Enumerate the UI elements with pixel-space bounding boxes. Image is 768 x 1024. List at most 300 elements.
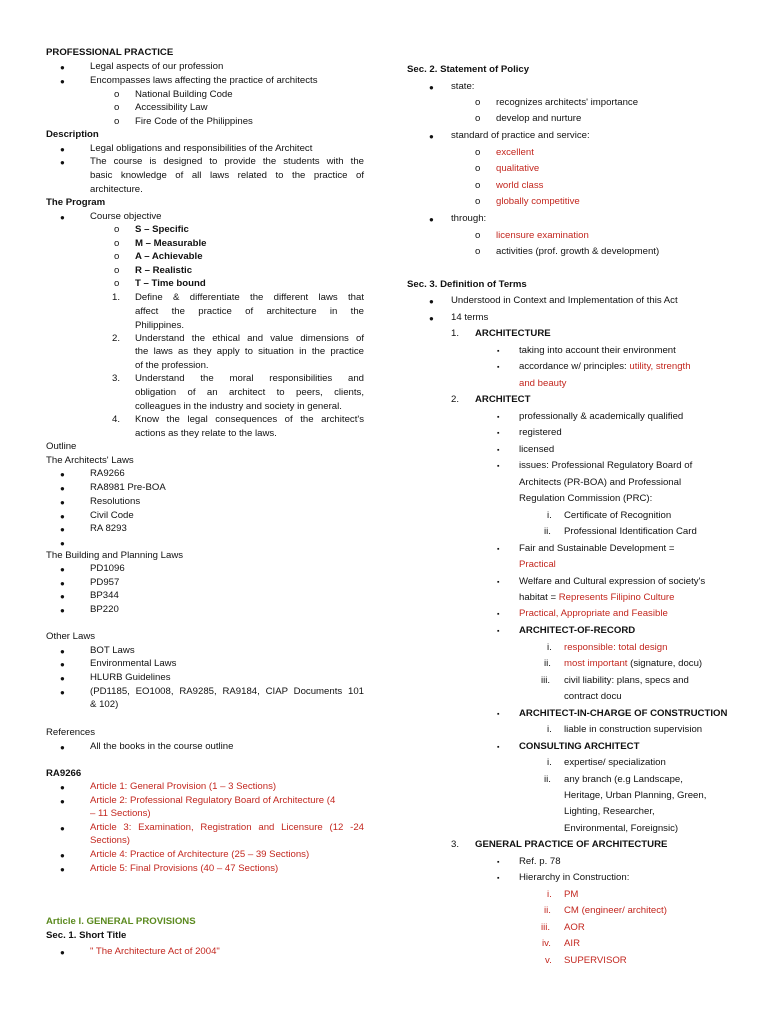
list-marker: ● bbox=[60, 660, 65, 669]
text-line bbox=[90, 75, 318, 87]
text-segment: architecture. bbox=[90, 184, 143, 195]
list-marker: o bbox=[475, 246, 481, 257]
text-segment: AOR bbox=[564, 922, 585, 933]
text-line bbox=[46, 727, 95, 739]
list-marker: v. bbox=[545, 955, 552, 966]
text-segment: through: bbox=[451, 213, 487, 224]
text-segment: Environmental Laws bbox=[90, 658, 177, 669]
text-line bbox=[564, 675, 689, 687]
text-line bbox=[135, 116, 253, 128]
list-marker: ● bbox=[60, 783, 65, 792]
list-marker: ▪ bbox=[497, 430, 500, 437]
text-segment: Encompasses laws affecting the practice of architects bbox=[90, 75, 318, 86]
heading-text bbox=[519, 625, 635, 637]
text-line bbox=[90, 686, 364, 698]
text-line bbox=[451, 213, 486, 225]
list-marker: o bbox=[114, 238, 120, 249]
text-line bbox=[90, 577, 119, 589]
list-marker: ● bbox=[60, 470, 65, 479]
text-segment: PM bbox=[564, 889, 579, 900]
text-line bbox=[135, 102, 208, 114]
list-marker: ▪ bbox=[497, 364, 500, 371]
text-segment: recognizes architects' importance bbox=[496, 97, 639, 108]
text-line bbox=[564, 642, 667, 654]
text-segment: " The Architecture Act of 2004" bbox=[90, 946, 220, 957]
text-segment: activities (prof. growth & development) bbox=[496, 246, 660, 257]
text-segment: Heritage, Urban Planning, Green, bbox=[564, 790, 707, 801]
text-segment: Article 3: Examination, Registration and Licensure (12 -24 bbox=[90, 822, 364, 833]
list-marker: ● bbox=[429, 314, 434, 323]
list-marker: iii. bbox=[541, 922, 551, 933]
text-line bbox=[519, 411, 683, 423]
list-marker: ▪ bbox=[497, 348, 500, 355]
list-marker: i. bbox=[547, 642, 552, 653]
list-marker: 1. bbox=[451, 328, 460, 339]
text-segment: Certificate of Recognition bbox=[564, 510, 672, 521]
text-segment: Architects (PR-BOA) and Professional bbox=[519, 477, 682, 488]
list-marker: ● bbox=[60, 743, 65, 752]
list-marker: ● bbox=[60, 948, 65, 957]
text-segment: Outline bbox=[46, 441, 77, 452]
text-line bbox=[519, 872, 629, 884]
text-segment: licensed bbox=[519, 444, 555, 455]
text-line bbox=[564, 757, 666, 769]
text-line bbox=[90, 482, 166, 494]
text-segment: Professional Identification Card bbox=[564, 526, 697, 537]
text-line bbox=[564, 922, 585, 934]
text-segment: ARCHITECTURE bbox=[475, 328, 551, 339]
text-segment: S – Specific bbox=[135, 224, 189, 235]
list-marker: o bbox=[475, 230, 481, 241]
list-marker: o bbox=[114, 102, 120, 113]
text-line bbox=[496, 113, 581, 125]
text-line bbox=[90, 590, 119, 602]
text-segment: professionally & academically qualified bbox=[519, 411, 684, 422]
text-segment: the laws as they apply to situation in the practice bbox=[135, 346, 364, 357]
text-segment: globally competitive bbox=[496, 196, 580, 207]
heading-text bbox=[519, 741, 639, 753]
list-marker: ● bbox=[60, 592, 65, 601]
text-segment: registered bbox=[519, 427, 562, 438]
list-marker: o bbox=[114, 265, 120, 276]
text-segment: BP344 bbox=[90, 590, 119, 601]
text-line bbox=[90, 170, 364, 182]
list-marker: ● bbox=[60, 606, 65, 615]
text-segment: excellent bbox=[496, 147, 534, 158]
text-line bbox=[135, 360, 209, 372]
text-line bbox=[90, 184, 143, 196]
text-line bbox=[135, 306, 364, 318]
text-segment: Article 5: Final Provisions (40 – 47 Sections) bbox=[90, 863, 279, 874]
text-segment: basic knowledge of all laws related to the practice of bbox=[90, 170, 364, 181]
text-segment: standard of practice and service: bbox=[451, 130, 590, 141]
text-line bbox=[90, 468, 125, 480]
text-line bbox=[519, 345, 676, 357]
text-line bbox=[90, 781, 276, 793]
text-line bbox=[90, 156, 364, 168]
text-segment: Description bbox=[46, 129, 99, 140]
list-marker: i. bbox=[547, 889, 552, 900]
text-line bbox=[135, 428, 277, 440]
highlighted-text: Represents Filipino Culture bbox=[558, 592, 675, 603]
text-line bbox=[451, 295, 678, 307]
list-marker: i. bbox=[547, 757, 552, 768]
text-segment: Resolutions bbox=[90, 496, 141, 507]
text-segment: expertise/ specialization bbox=[564, 757, 666, 768]
text-line bbox=[519, 427, 562, 439]
text-segment: RA8981 Pre-BOA bbox=[90, 482, 166, 493]
text-line bbox=[564, 658, 702, 670]
list-marker: ▪ bbox=[497, 744, 500, 751]
text-segment: Article I. GENERAL PROVISIONS bbox=[46, 916, 196, 927]
text-segment: ARCHITECT-IN-CHARGE OF CONSTRUCTION bbox=[519, 708, 728, 719]
text-line bbox=[564, 823, 678, 835]
list-marker: o bbox=[475, 113, 481, 124]
text-line bbox=[496, 147, 534, 159]
text-segment: A – Achievable bbox=[135, 251, 203, 262]
list-marker: ▪ bbox=[497, 711, 500, 718]
list-marker: ● bbox=[60, 579, 65, 588]
text-segment: Welfare and Cultural expression of society's bbox=[519, 576, 706, 587]
list-marker: ▪ bbox=[497, 611, 500, 618]
list-marker: i. bbox=[547, 724, 552, 735]
heading-text bbox=[46, 930, 126, 942]
text-line bbox=[90, 523, 127, 535]
text-line bbox=[90, 496, 140, 508]
text-segment: Accessibility Law bbox=[135, 102, 208, 113]
text-segment: Sec. 3. Definition of Terms bbox=[407, 279, 527, 290]
text-segment: Sec. 2. Statement of Policy bbox=[407, 64, 530, 75]
text-line bbox=[135, 320, 184, 332]
text-line bbox=[90, 946, 220, 958]
list-marker: ii. bbox=[544, 658, 551, 669]
text-line bbox=[564, 790, 706, 802]
text-line bbox=[519, 493, 652, 505]
text-line bbox=[90, 510, 134, 522]
text-segment: National Building Code bbox=[135, 89, 233, 100]
list-marker: ● bbox=[60, 565, 65, 574]
text-segment: (PD1185, EO1008, RA9285, RA9184, CIAP Documents 101 bbox=[90, 686, 364, 697]
list-marker: 4. bbox=[112, 414, 121, 425]
text-line bbox=[90, 604, 119, 616]
text-line bbox=[496, 246, 659, 258]
text-line bbox=[564, 724, 702, 736]
list-marker: o bbox=[475, 147, 481, 158]
text-segment: civil liability: plans, specs and bbox=[564, 675, 689, 686]
heading-text bbox=[407, 64, 529, 76]
text-segment: BP220 bbox=[90, 604, 119, 615]
text-line bbox=[135, 387, 364, 399]
text-segment: All the books in the course outline bbox=[90, 741, 234, 752]
text-segment: actions as they relate to the laws. bbox=[135, 428, 277, 439]
list-marker: ● bbox=[60, 647, 65, 656]
heading-text bbox=[475, 839, 667, 851]
text-line bbox=[90, 645, 135, 657]
text-segment: PD1096 bbox=[90, 563, 125, 574]
text-segment: Fair and Sustainable Development = bbox=[519, 543, 675, 554]
text-segment: Legal aspects of our profession bbox=[90, 61, 224, 72]
text-segment: AIR bbox=[564, 938, 580, 949]
list-marker: o bbox=[475, 180, 481, 191]
text-line bbox=[90, 741, 233, 753]
text-segment: colleagues in the industry and society in general. bbox=[135, 401, 342, 412]
list-marker: ● bbox=[429, 132, 434, 141]
text-segment: & 102) bbox=[90, 699, 119, 710]
list-marker: ▪ bbox=[497, 859, 500, 866]
heading-text bbox=[46, 129, 99, 141]
text-line bbox=[46, 916, 196, 928]
text-segment: contract docu bbox=[564, 691, 622, 702]
heading-text bbox=[135, 238, 206, 250]
text-line bbox=[564, 806, 655, 818]
text-segment: – 11 Sections) bbox=[90, 808, 151, 819]
text-segment: and beauty bbox=[519, 378, 567, 389]
list-marker: 3. bbox=[112, 373, 121, 384]
list-marker: o bbox=[114, 251, 120, 262]
list-marker: i. bbox=[547, 510, 552, 521]
list-marker: ▪ bbox=[497, 875, 500, 882]
list-marker: 1. bbox=[112, 292, 121, 303]
text-segment: Legal obligations and responsibilities of the Architect bbox=[90, 143, 313, 154]
text-line bbox=[496, 196, 580, 208]
text-segment: any branch (e.g Landscape, bbox=[564, 774, 683, 785]
text-segment: issues: Professional Regulatory Board of bbox=[519, 460, 693, 471]
text-line bbox=[519, 378, 566, 390]
text-line bbox=[135, 414, 364, 426]
text-line bbox=[519, 460, 692, 472]
text-segment: affect the practice of architecture in the bbox=[135, 306, 364, 317]
text-segment: T – Time bound bbox=[135, 278, 206, 289]
text-line bbox=[135, 292, 364, 304]
text-segment: Practical bbox=[519, 559, 556, 570]
text-segment: state: bbox=[451, 81, 475, 92]
text-line bbox=[564, 955, 627, 967]
text-segment: 14 terms bbox=[451, 312, 489, 323]
text-line bbox=[564, 774, 683, 786]
text-segment: References bbox=[46, 727, 96, 738]
text-line bbox=[90, 863, 278, 875]
heading-text bbox=[46, 768, 81, 780]
list-marker: o bbox=[114, 278, 120, 289]
text-segment: obligation of an architect to peers, clients, bbox=[135, 387, 364, 398]
text-line bbox=[90, 822, 364, 834]
text-segment: R – Realistic bbox=[135, 265, 193, 276]
text-segment: HLURB Guidelines bbox=[90, 672, 171, 683]
text-segment: accordance w/ principles: bbox=[519, 361, 630, 372]
text-line bbox=[519, 361, 691, 373]
text-segment: most important bbox=[564, 658, 628, 669]
text-segment: Hierarchy in Construction: bbox=[519, 872, 630, 883]
text-segment: Ref. p. 78 bbox=[519, 856, 561, 867]
text-line bbox=[90, 835, 130, 847]
list-marker: ii. bbox=[544, 774, 551, 785]
text-segment: Understand the moral responsibilities and bbox=[135, 373, 364, 384]
text-segment: ARCHITECT bbox=[475, 394, 531, 405]
heading-text bbox=[135, 251, 203, 263]
heading-text bbox=[475, 394, 530, 406]
list-marker: ● bbox=[429, 215, 434, 224]
list-marker: o bbox=[475, 196, 481, 207]
text-line bbox=[451, 130, 590, 142]
list-marker: o bbox=[114, 224, 120, 235]
list-marker: ▪ bbox=[497, 414, 500, 421]
text-line bbox=[90, 808, 151, 820]
text-segment: The Architects' Laws bbox=[46, 455, 134, 466]
text-segment: CONSULTING ARCHITECT bbox=[519, 741, 640, 752]
list-marker: o bbox=[475, 97, 481, 108]
list-marker: ● bbox=[60, 158, 65, 167]
text-segment: The Program bbox=[46, 197, 106, 208]
text-line bbox=[135, 333, 364, 345]
list-marker: 3. bbox=[451, 839, 460, 850]
list-marker: o bbox=[114, 116, 120, 127]
text-line bbox=[496, 163, 539, 175]
heading-text bbox=[135, 278, 206, 290]
text-segment: Define & differentiate the different laws that bbox=[135, 292, 364, 303]
text-line bbox=[46, 455, 134, 467]
text-segment: The course is designed to provide the students with the bbox=[90, 156, 364, 167]
heading-text bbox=[46, 197, 105, 209]
text-line bbox=[90, 563, 125, 575]
text-line bbox=[564, 938, 580, 950]
text-segment: GENERAL PRACTICE OF ARCHITECTURE bbox=[475, 839, 668, 850]
list-marker: ● bbox=[60, 484, 65, 493]
text-line bbox=[496, 230, 589, 242]
text-segment: Environmental, Foreignsic) bbox=[564, 823, 679, 834]
list-marker: iv. bbox=[542, 938, 551, 949]
text-line bbox=[564, 526, 697, 538]
heading-text bbox=[407, 279, 527, 291]
text-segment: Article 2: Professional Regulatory Board of Architecture (4 bbox=[90, 795, 336, 806]
list-marker: ii. bbox=[544, 905, 551, 916]
text-line bbox=[90, 849, 309, 861]
list-marker: 2. bbox=[451, 394, 460, 405]
text-line bbox=[496, 180, 543, 192]
text-segment: world class bbox=[496, 180, 544, 191]
list-marker: ● bbox=[60, 539, 65, 548]
text-line bbox=[519, 559, 556, 571]
text-line bbox=[519, 477, 681, 489]
text-segment: habitat = bbox=[519, 592, 559, 603]
list-marker: ● bbox=[60, 865, 65, 874]
text-line bbox=[564, 510, 671, 522]
text-segment: M – Measurable bbox=[135, 238, 207, 249]
text-segment: Fire Code of the Philippines bbox=[135, 116, 253, 127]
text-segment: Article 4: Practice of Architecture (25 – 39 Sections) bbox=[90, 849, 310, 860]
text-segment: Sections) bbox=[90, 835, 130, 846]
text-line bbox=[519, 543, 674, 555]
text-line bbox=[90, 211, 161, 223]
text-segment: taking into account their environment bbox=[519, 345, 676, 356]
list-marker: 2. bbox=[112, 333, 121, 344]
list-marker: o bbox=[475, 163, 481, 174]
text-segment: Understood in Context and Implementation of this Act bbox=[451, 295, 678, 306]
text-line bbox=[90, 143, 312, 155]
text-segment: Lighting, Researcher, bbox=[564, 806, 655, 817]
text-line bbox=[90, 672, 171, 684]
text-segment: RA9266 bbox=[90, 468, 125, 479]
list-marker: ● bbox=[60, 525, 65, 534]
text-segment: Philippines. bbox=[135, 320, 185, 331]
list-marker: o bbox=[114, 89, 120, 100]
text-segment: liable in construction supervision bbox=[564, 724, 703, 735]
text-line bbox=[519, 856, 561, 868]
heading-text bbox=[475, 328, 551, 340]
text-segment: The Building and Planning Laws bbox=[46, 550, 184, 561]
text-line bbox=[46, 631, 95, 643]
text-segment: licensure examination bbox=[496, 230, 589, 241]
text-segment: Other Laws bbox=[46, 631, 96, 642]
text-segment: Civil Code bbox=[90, 510, 134, 521]
text-line bbox=[46, 441, 76, 453]
list-marker: ● bbox=[429, 83, 434, 92]
list-marker: ii. bbox=[544, 526, 551, 537]
list-marker: ● bbox=[60, 824, 65, 833]
text-segment: CM (engineer/ architect) bbox=[564, 905, 667, 916]
list-marker: ● bbox=[60, 498, 65, 507]
list-marker: ● bbox=[60, 63, 65, 72]
text-segment: Course objective bbox=[90, 211, 162, 222]
list-marker: ● bbox=[60, 512, 65, 521]
text-segment: develop and nurture bbox=[496, 113, 582, 124]
text-line bbox=[46, 550, 183, 562]
text-segment: SUPERVISOR bbox=[564, 955, 627, 966]
text-line bbox=[135, 346, 364, 358]
text-segment: RA9266 bbox=[46, 768, 82, 779]
text-line bbox=[90, 658, 176, 670]
list-marker: ● bbox=[60, 688, 65, 697]
list-marker: ▪ bbox=[497, 579, 500, 586]
list-marker: ▪ bbox=[497, 447, 500, 454]
text-line bbox=[564, 889, 578, 901]
text-segment: Practical, Appropriate and Feasible bbox=[519, 608, 668, 619]
list-marker: ● bbox=[60, 797, 65, 806]
highlighted-text: utility, strength bbox=[629, 361, 691, 372]
text-segment: BOT Laws bbox=[90, 645, 135, 656]
list-marker: ● bbox=[429, 297, 434, 306]
text-line bbox=[519, 608, 668, 620]
text-segment: PD957 bbox=[90, 577, 120, 588]
list-marker: ▪ bbox=[497, 463, 500, 470]
text-segment: Regulation Commission (PRC): bbox=[519, 493, 653, 504]
list-marker: ▪ bbox=[497, 628, 500, 635]
text-segment: ARCHITECT-OF-RECORD bbox=[519, 625, 636, 636]
text-segment: responsible: total design bbox=[564, 642, 668, 653]
heading-text bbox=[135, 265, 192, 277]
text-line bbox=[90, 699, 118, 711]
list-marker: ● bbox=[60, 77, 65, 86]
text-line bbox=[519, 576, 705, 588]
text-line bbox=[135, 401, 342, 413]
list-marker: ● bbox=[60, 674, 65, 683]
heading-text bbox=[135, 224, 189, 236]
list-marker: ● bbox=[60, 213, 65, 222]
text-segment: Understand the ethical and value dimensions of bbox=[135, 333, 364, 344]
text-line bbox=[519, 592, 674, 604]
heading-text bbox=[519, 708, 727, 720]
text-segment: of the profession. bbox=[135, 360, 209, 371]
text-line bbox=[451, 312, 488, 324]
text-line bbox=[90, 795, 335, 807]
text-line bbox=[135, 373, 364, 385]
list-marker: ● bbox=[60, 145, 65, 154]
text-line bbox=[451, 81, 474, 93]
heading-text bbox=[46, 47, 173, 59]
text-line bbox=[496, 97, 638, 109]
text-segment: (signature, docu) bbox=[627, 658, 703, 669]
text-line bbox=[564, 905, 667, 917]
list-marker: ▪ bbox=[497, 546, 500, 553]
